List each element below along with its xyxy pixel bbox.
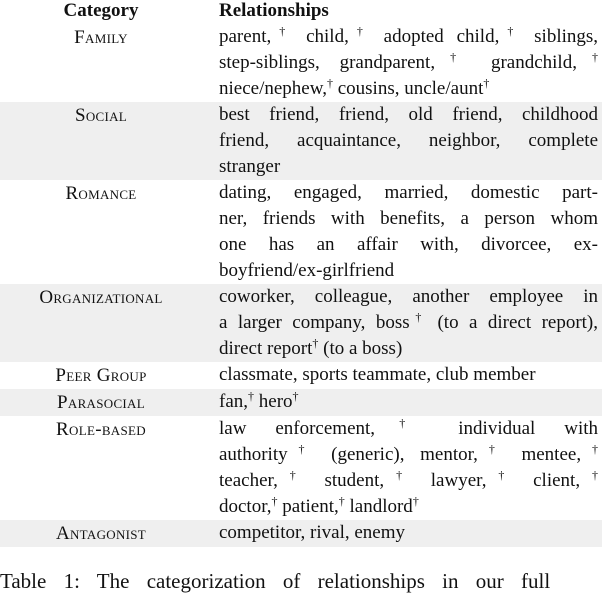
table-row <box>0 24 602 102</box>
dagger-mark: † <box>409 310 428 324</box>
table-row <box>0 284 602 362</box>
relationship-line: fan,† hero† <box>219 389 299 412</box>
category-cell: Family <box>74 27 128 48</box>
table-caption: Table 1: The categorization of relationships in our full <box>0 569 551 593</box>
relationship-line: teacher,† student,† lawyer,† client,† <box>219 468 599 491</box>
relationship-line: direct report† (to a boss) <box>219 336 403 359</box>
relationship-line: boyfriend/ex-girlfriend <box>219 260 395 281</box>
relationship-line: authority† (generic), mentor,† mentee,† <box>219 442 599 465</box>
category-cell: Social <box>0 102 202 180</box>
dagger-mark: † <box>271 494 278 508</box>
category-cell: Romance <box>65 183 137 204</box>
relationship-line: one has an affair with, divorcee, ex- <box>219 234 598 255</box>
dagger-mark: † <box>326 76 333 90</box>
relationship-line: competitor, rival, enemy <box>219 522 406 543</box>
dagger-mark: † <box>477 442 506 456</box>
dagger-mark: † <box>292 389 299 403</box>
category-cell: Parasocial <box>0 389 202 416</box>
relationships-cell <box>202 389 602 416</box>
relationship-line: law enforcement,† individual with <box>219 416 598 439</box>
relationship-line: parent,† child,† adopted child,† siblings, <box>219 24 599 47</box>
dagger-mark: † <box>287 442 316 456</box>
category-cell: Peer Group <box>55 365 147 386</box>
relationship-line: a larger company, boss† (to a direct report), <box>219 310 599 333</box>
category-cell: Antagonist <box>0 520 202 547</box>
table-row <box>0 362 602 389</box>
relationship-line: best friend, friend, old friend, childhood <box>219 104 598 125</box>
dagger-mark: † <box>576 50 598 64</box>
relationship-line: coworker, colleague, another employee in <box>219 286 598 307</box>
dagger-mark: † <box>338 494 345 508</box>
dagger-mark: † <box>248 389 255 403</box>
relationships-cell <box>202 416 602 520</box>
relationships-cell <box>202 24 602 102</box>
header-relationships: Relationships <box>219 0 329 21</box>
dagger-mark: † <box>581 442 599 456</box>
header-category: Category <box>63 0 139 21</box>
relationship-line: ner, friends with benefits, a person whom <box>219 208 598 229</box>
dagger-mark: † <box>499 24 522 38</box>
relationships-cell <box>202 284 602 362</box>
relationships-cell <box>202 362 602 389</box>
dagger-mark: † <box>271 24 294 38</box>
table-header-row <box>0 0 602 24</box>
table-row <box>0 180 602 284</box>
dagger-mark: † <box>375 416 430 430</box>
dagger-mark: † <box>580 468 599 482</box>
dagger-mark: † <box>277 468 308 482</box>
table-row <box>0 389 602 416</box>
relationship-line: step-siblings, grandparent,† grandchild,† <box>219 50 598 73</box>
category-cell: Role-based <box>56 419 146 440</box>
table-row <box>0 102 602 180</box>
relationship-line: doctor,† patient,† landlord† <box>219 494 419 517</box>
relationship-line: stranger <box>219 156 281 177</box>
relationships-cell <box>202 180 602 284</box>
relationships-cell <box>202 520 602 547</box>
dagger-mark: † <box>486 468 517 482</box>
dagger-mark: † <box>435 50 472 64</box>
table-row <box>0 520 602 547</box>
dagger-mark: † <box>483 76 490 90</box>
relationships-cell <box>202 102 602 180</box>
relationship-line: dating, engaged, married, domestic part- <box>219 182 598 203</box>
dagger-mark: † <box>412 494 419 508</box>
dagger-mark: † <box>384 468 415 482</box>
relationship-line: friend, acquaintance, neighbor, complete <box>219 130 598 151</box>
table-row <box>0 416 602 520</box>
dagger-mark: † <box>348 24 371 38</box>
relationship-line: classmate, sports teammate, club member <box>219 364 536 385</box>
category-cell: Organizational <box>0 284 202 362</box>
relationship-line: niece/nephew,† cousins, uncle/aunt† <box>219 76 490 99</box>
dagger-mark: † <box>312 336 319 350</box>
